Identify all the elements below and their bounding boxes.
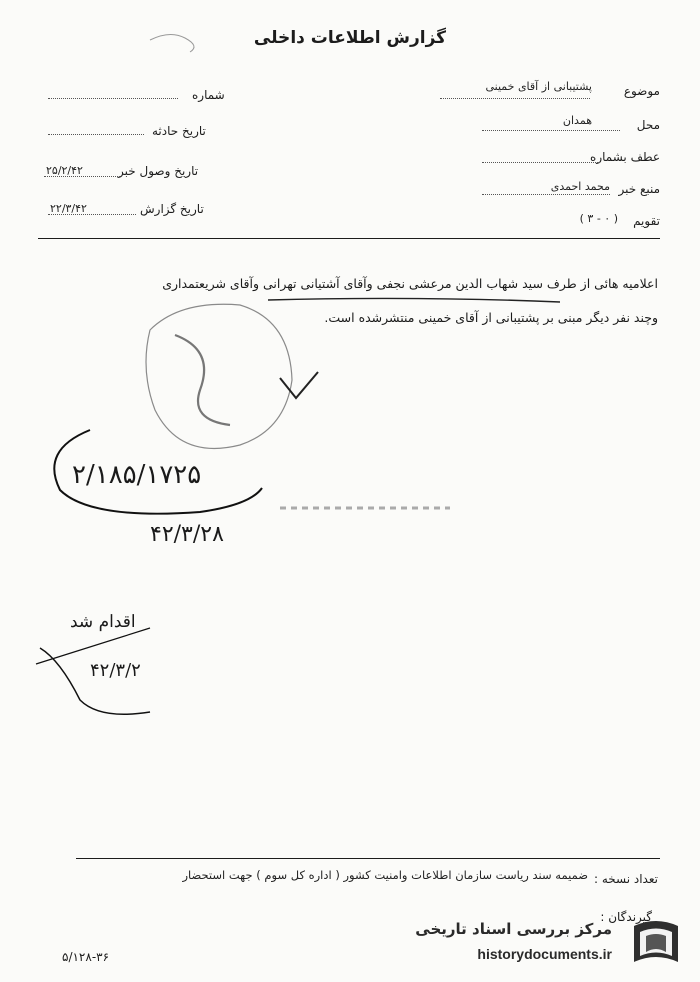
number-label: شماره [192, 88, 225, 102]
body-line-1: اعلامیه هائی از طرف سید شهاب الدین مرعشی نجفی وآقای آشتیانی تهرانی وآقای شریعتمداری [162, 276, 658, 291]
recipients-label: گیرندگان : [600, 910, 652, 924]
source-value: محمد احمدی [550, 180, 610, 193]
document-code: ۵/۱۲۸-۳۶ [62, 950, 110, 964]
received-date-value: ۲۵/۲/۴۲ [46, 164, 83, 177]
reference-label: عطف بشماره [590, 150, 660, 164]
handwritten-date-2: ۴۲/۳/۲ [90, 660, 141, 681]
copies-label: تعداد نسخه : [593, 872, 658, 886]
archive-logo-icon [626, 916, 688, 972]
watermark-url: historydocuments.ir [477, 946, 612, 962]
subject-value: پشتیبانی از آقای خمینی [485, 80, 592, 93]
watermark-name: مرکز بررسی اسناد تاریخی [415, 920, 612, 938]
evaluation-value: ( ۳ - ۰ ) [579, 212, 618, 225]
body-line-2: وچند نفر دیگر مبنی بر پشتیبانی از آقای خمینی منتشرشده است. [324, 310, 658, 325]
received-date-label: تاریخ وصول خبر [118, 164, 199, 178]
incident-date-label: تاریخ حادثه [152, 124, 206, 138]
handwritten-note: اقدام شد [70, 612, 136, 632]
footer-separator [76, 858, 660, 859]
report-date-label: تاریخ گزارش [140, 202, 204, 216]
watermark [412, 912, 694, 974]
handwritten-file-number: ۲/۱۸۵/۱۷۲۵ [72, 460, 202, 490]
copies-value: ضمیمه سند ریاست سازمان اطلاعات وامنیت کشور ( اداره کل سوم ) جهت استحضار [182, 868, 588, 882]
report-date-value: ۲۲/۳/۴۲ [50, 202, 87, 215]
source-label: منبع خبر [618, 182, 660, 196]
location-label: محل [636, 118, 660, 132]
handwritten-date-1: ۴۲/۳/۲۸ [150, 522, 224, 547]
location-value: همدان [562, 114, 592, 127]
document-title: گزارش اطلاعات داخلی [253, 28, 447, 48]
subject-label: موضوع [623, 84, 660, 98]
evaluation-label: تقویم [633, 214, 660, 228]
